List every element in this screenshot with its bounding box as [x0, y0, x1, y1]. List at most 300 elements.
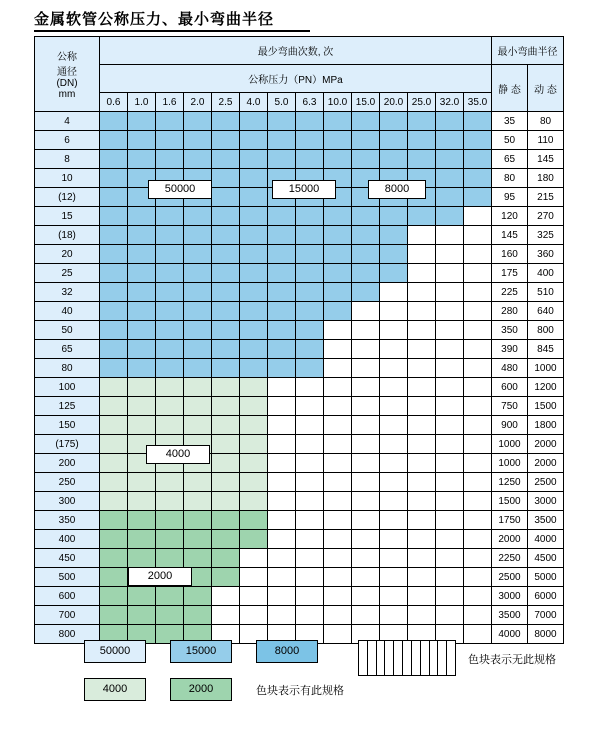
spec-cell [352, 397, 380, 416]
spec-cell [184, 302, 212, 321]
legend-note-color: 色块表示有此规格 [256, 684, 344, 697]
spec-cell [212, 302, 240, 321]
spec-cell [436, 359, 464, 378]
spec-cell [436, 321, 464, 340]
spec-cell [436, 112, 464, 131]
spec-cell [380, 226, 408, 245]
spec-cell [352, 302, 380, 321]
spec-cell [380, 511, 408, 530]
spec-cell [296, 511, 324, 530]
spec-cell [380, 321, 408, 340]
spec-cell [408, 378, 436, 397]
legend-swatch-15000: 15000 [170, 640, 232, 663]
row-dn-label: 20 [35, 245, 100, 264]
spec-cell [324, 454, 352, 473]
row-static-radius: 2000 [492, 530, 528, 549]
spec-cell [380, 568, 408, 587]
header-dn-line4: mm [58, 89, 76, 100]
spec-cell [380, 131, 408, 150]
spec-cell [464, 359, 492, 378]
spec-cell [268, 473, 296, 492]
spec-cell [128, 321, 156, 340]
spec-cell [268, 112, 296, 131]
spec-cell [380, 454, 408, 473]
spec-cell [408, 302, 436, 321]
spec-cell [268, 359, 296, 378]
title-underline [34, 30, 310, 32]
spec-cell [296, 568, 324, 587]
spec-cell [296, 378, 324, 397]
spec-cell [436, 283, 464, 302]
row-dn-label: 10 [35, 169, 100, 188]
table-row [35, 283, 564, 302]
header-pn-value: 10.0 [324, 93, 352, 112]
spec-cell [240, 606, 268, 625]
row-static-radius: 600 [492, 378, 528, 397]
spec-cell [100, 416, 128, 435]
table-row [35, 302, 564, 321]
row-static-radius: 1500 [492, 492, 528, 511]
spec-cell [464, 340, 492, 359]
spec-cell [464, 454, 492, 473]
spec-cell [156, 359, 184, 378]
row-dynamic-radius: 4500 [528, 549, 564, 568]
spec-cell [100, 150, 128, 169]
spec-cell [212, 549, 240, 568]
spec-cell [268, 511, 296, 530]
spec-cell [408, 150, 436, 169]
spec-cell [184, 340, 212, 359]
spec-cell [240, 131, 268, 150]
spec-cell [296, 492, 324, 511]
spec-cell [296, 549, 324, 568]
spec-cell [156, 587, 184, 606]
spec-cell [324, 131, 352, 150]
spec-cell [100, 188, 128, 207]
spec-cell [268, 150, 296, 169]
spec-cell [436, 131, 464, 150]
spec-cell [352, 226, 380, 245]
spec-cell [408, 226, 436, 245]
spec-cell [268, 264, 296, 283]
spec-cell [268, 492, 296, 511]
spec-cell [128, 492, 156, 511]
spec-cell [464, 511, 492, 530]
table-row [35, 359, 564, 378]
table-row [35, 435, 564, 454]
spec-cell [296, 226, 324, 245]
row-static-radius: 145 [492, 226, 528, 245]
spec-cell [100, 207, 128, 226]
spec-cell [268, 245, 296, 264]
header-pn-value: 6.3 [296, 93, 324, 112]
row-dynamic-radius: 215 [528, 188, 564, 207]
spec-cell [352, 454, 380, 473]
spec-cell [212, 112, 240, 131]
spec-cell [100, 492, 128, 511]
table-row [35, 321, 564, 340]
row-dynamic-radius: 510 [528, 283, 564, 302]
spec-cell [324, 226, 352, 245]
spec-cell [100, 169, 128, 188]
table-header [35, 37, 564, 112]
spec-cell [324, 549, 352, 568]
spec-cell [296, 416, 324, 435]
spec-cell [408, 264, 436, 283]
spec-cell [352, 530, 380, 549]
spec-cell [464, 378, 492, 397]
row-dynamic-radius: 6000 [528, 587, 564, 606]
spec-cell [268, 435, 296, 454]
spec-cell [184, 359, 212, 378]
spec-cell [408, 321, 436, 340]
spec-cell [464, 188, 492, 207]
spec-cell [184, 530, 212, 549]
spec-cell [240, 378, 268, 397]
header-pn-value: 2.0 [184, 93, 212, 112]
row-dn-label: 600 [35, 587, 100, 606]
spec-cell [184, 150, 212, 169]
spec-cell [380, 549, 408, 568]
spec-cell [268, 378, 296, 397]
row-static-radius: 2250 [492, 549, 528, 568]
row-dn-label: 300 [35, 492, 100, 511]
spec-cell [240, 112, 268, 131]
spec-cell [324, 606, 352, 625]
spec-cell [268, 283, 296, 302]
spec-cell [128, 283, 156, 302]
spec-cell [296, 150, 324, 169]
table-row [35, 264, 564, 283]
spec-cell [240, 454, 268, 473]
spec-cell [380, 530, 408, 549]
spec-cell [100, 454, 128, 473]
spec-cell [296, 112, 324, 131]
row-static-radius: 65 [492, 150, 528, 169]
spec-cell [324, 587, 352, 606]
spec-cell [464, 587, 492, 606]
spec-cell [352, 283, 380, 302]
spec-cell [464, 302, 492, 321]
spec-cell [324, 416, 352, 435]
spec-cell [128, 530, 156, 549]
spec-cell [436, 150, 464, 169]
spec-cell [156, 378, 184, 397]
row-static-radius: 1000 [492, 454, 528, 473]
table-row [35, 226, 564, 245]
spec-cell [268, 207, 296, 226]
row-dn-label: (18) [35, 226, 100, 245]
row-static-radius: 280 [492, 302, 528, 321]
spec-cell [240, 397, 268, 416]
spec-cell [464, 283, 492, 302]
spec-cell [464, 169, 492, 188]
spec-cell [100, 435, 128, 454]
spec-cell [464, 549, 492, 568]
spec-cell [408, 435, 436, 454]
spec-cell [324, 530, 352, 549]
spec-cell [352, 150, 380, 169]
spec-cell [156, 207, 184, 226]
header-pn-value: 32.0 [436, 93, 464, 112]
spec-cell [352, 587, 380, 606]
header-pn-values-row [35, 93, 564, 112]
spec-cell [380, 606, 408, 625]
spec-cell [212, 435, 240, 454]
spec-cell [128, 511, 156, 530]
spec-cell [212, 511, 240, 530]
spec-cell [100, 112, 128, 131]
spec-cell [296, 245, 324, 264]
spec-cell [352, 321, 380, 340]
spec-cell [100, 511, 128, 530]
spec-cell [128, 606, 156, 625]
row-dynamic-radius: 800 [528, 321, 564, 340]
legend-note-hatch: 色块表示无此规格 [468, 653, 556, 666]
spec-cell [436, 264, 464, 283]
spec-cell [128, 549, 156, 568]
spec-cell [268, 587, 296, 606]
spec-cell [464, 321, 492, 340]
spec-cell [352, 473, 380, 492]
header-dn [35, 37, 100, 112]
spec-cell [408, 131, 436, 150]
spec-cell [436, 492, 464, 511]
spec-cell [352, 245, 380, 264]
spec-cell [436, 587, 464, 606]
spec-cell [156, 492, 184, 511]
spec-cell [464, 530, 492, 549]
spec-cell [324, 245, 352, 264]
row-dynamic-radius: 7000 [528, 606, 564, 625]
row-dn-label: 15 [35, 207, 100, 226]
spec-cell [352, 606, 380, 625]
spec-cell [324, 397, 352, 416]
row-dn-label: 25 [35, 264, 100, 283]
spec-cell [100, 321, 128, 340]
spec-cell [156, 416, 184, 435]
header-bend-count: 最少弯曲次数, 次 [100, 37, 492, 65]
row-dynamic-radius: 5000 [528, 568, 564, 587]
spec-cell [296, 264, 324, 283]
legend-swatch-4000: 4000 [84, 678, 146, 701]
header-pn-value: 35.0 [464, 93, 492, 112]
row-dn-label: (175) [35, 435, 100, 454]
spec-cell [156, 245, 184, 264]
spec-cell [324, 378, 352, 397]
spec-cell [240, 321, 268, 340]
spec-cell [128, 359, 156, 378]
spec-cell [100, 378, 128, 397]
spec-cell [100, 359, 128, 378]
spec-cell [324, 150, 352, 169]
spec-cell [128, 131, 156, 150]
row-dynamic-radius: 640 [528, 302, 564, 321]
legend-swatch-8000: 8000 [256, 640, 318, 663]
overlay-label-15000: 15000 [272, 180, 336, 199]
spec-cell [408, 340, 436, 359]
spec-cell [240, 549, 268, 568]
spec-cell [156, 302, 184, 321]
table-row [35, 473, 564, 492]
spec-cell [128, 207, 156, 226]
spec-cell [128, 378, 156, 397]
spec-cell [268, 302, 296, 321]
spec-cell [240, 264, 268, 283]
spec-cell [436, 169, 464, 188]
overlay-label-4000: 4000 [146, 445, 210, 464]
spec-cell [212, 264, 240, 283]
spec-cell [184, 283, 212, 302]
spec-cell [268, 549, 296, 568]
spec-cell [212, 321, 240, 340]
spec-table [34, 36, 564, 644]
row-dynamic-radius: 8000 [528, 625, 564, 644]
table-row [35, 207, 564, 226]
header-dn-line2: 通径 [57, 67, 77, 78]
row-static-radius: 350 [492, 321, 528, 340]
spec-cell [296, 321, 324, 340]
spec-cell [464, 207, 492, 226]
spec-cell [156, 131, 184, 150]
row-dynamic-radius: 325 [528, 226, 564, 245]
table-row [35, 131, 564, 150]
row-dynamic-radius: 2000 [528, 454, 564, 473]
legend-hatch-swatch [358, 640, 456, 676]
spec-cell [240, 150, 268, 169]
row-dynamic-radius: 80 [528, 112, 564, 131]
spec-cell [156, 226, 184, 245]
spec-cell [408, 454, 436, 473]
spec-cell [268, 530, 296, 549]
spec-cell [352, 264, 380, 283]
table-row [35, 568, 564, 587]
row-static-radius: 750 [492, 397, 528, 416]
spec-cell [128, 416, 156, 435]
spec-cell [268, 397, 296, 416]
overlay-label-8000: 8000 [368, 180, 426, 199]
spec-cell [352, 207, 380, 226]
row-dynamic-radius: 1500 [528, 397, 564, 416]
spec-cell [212, 378, 240, 397]
spec-cell [464, 606, 492, 625]
spec-cell [408, 245, 436, 264]
spec-cell [296, 435, 324, 454]
header-radius-dynamic: 动 态 [528, 65, 564, 112]
row-dn-label: 80 [35, 359, 100, 378]
spec-cell [212, 492, 240, 511]
row-static-radius: 3000 [492, 587, 528, 606]
spec-cell [100, 587, 128, 606]
spec-cell [436, 245, 464, 264]
spec-cell [296, 454, 324, 473]
spec-cell [212, 226, 240, 245]
spec-cell [184, 131, 212, 150]
spec-cell [100, 397, 128, 416]
table-row [35, 454, 564, 473]
spec-cell [184, 245, 212, 264]
spec-cell [184, 549, 212, 568]
row-dn-label: 125 [35, 397, 100, 416]
header-pn-value: 1.0 [128, 93, 156, 112]
spec-cell [184, 207, 212, 226]
spec-cell [352, 511, 380, 530]
spec-cell [408, 112, 436, 131]
spec-cell [268, 340, 296, 359]
spec-cell [352, 416, 380, 435]
table-row [35, 397, 564, 416]
spec-cell [380, 245, 408, 264]
row-static-radius: 3500 [492, 606, 528, 625]
header-radius-group: 最小弯曲半径 [492, 37, 564, 65]
spec-cell [240, 245, 268, 264]
spec-cell [128, 226, 156, 245]
header-pn-value: 4.0 [240, 93, 268, 112]
row-dynamic-radius: 270 [528, 207, 564, 226]
spec-cell [100, 549, 128, 568]
spec-cell [268, 416, 296, 435]
row-static-radius: 225 [492, 283, 528, 302]
row-static-radius: 80 [492, 169, 528, 188]
spec-cell [380, 473, 408, 492]
spec-cell [128, 587, 156, 606]
spec-cell [184, 511, 212, 530]
spec-cell [352, 568, 380, 587]
spec-cell [436, 511, 464, 530]
spec-cell [352, 112, 380, 131]
spec-cell [464, 131, 492, 150]
spec-cell [464, 568, 492, 587]
spec-cell [324, 473, 352, 492]
spec-cell [296, 283, 324, 302]
row-dynamic-radius: 400 [528, 264, 564, 283]
row-static-radius: 35 [492, 112, 528, 131]
row-dynamic-radius: 845 [528, 340, 564, 359]
spec-cell [100, 245, 128, 264]
spec-cell [268, 321, 296, 340]
spec-cell [324, 568, 352, 587]
spec-cell [324, 340, 352, 359]
spec-cell [268, 226, 296, 245]
row-dn-label: 200 [35, 454, 100, 473]
spec-cell [380, 359, 408, 378]
spec-cell [436, 568, 464, 587]
spec-cell [100, 473, 128, 492]
row-static-radius: 120 [492, 207, 528, 226]
table-row [35, 150, 564, 169]
spec-cell [464, 492, 492, 511]
spec-cell [464, 245, 492, 264]
spec-cell [324, 321, 352, 340]
spec-cell [408, 587, 436, 606]
table-row [35, 530, 564, 549]
table-row [35, 606, 564, 625]
spec-cell [212, 606, 240, 625]
spec-cell [156, 321, 184, 340]
spec-cell [408, 359, 436, 378]
header-pn-value: 0.6 [100, 93, 128, 112]
spec-cell [408, 492, 436, 511]
spec-cell [436, 416, 464, 435]
spec-cell [464, 397, 492, 416]
spec-cell [240, 169, 268, 188]
spec-cell [352, 492, 380, 511]
spec-cell [156, 283, 184, 302]
row-dn-label: 8 [35, 150, 100, 169]
spec-cell [268, 568, 296, 587]
spec-cell [380, 416, 408, 435]
spec-cell [408, 207, 436, 226]
